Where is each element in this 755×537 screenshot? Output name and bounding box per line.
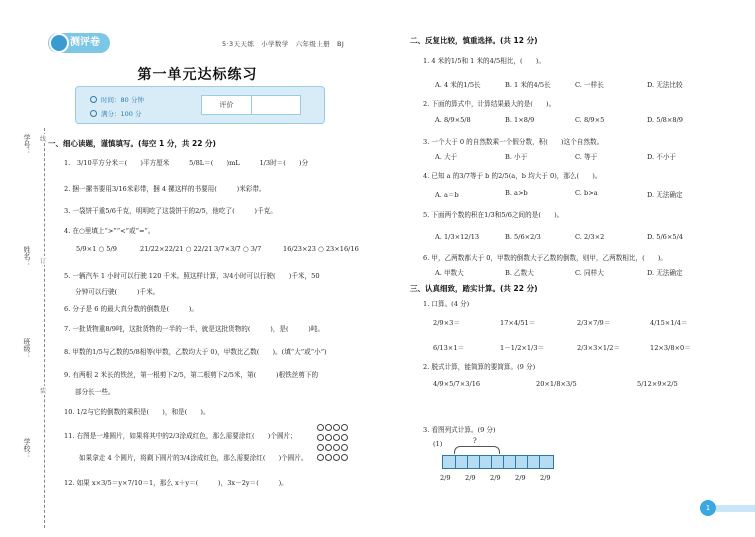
- unknown-mark: ?: [473, 437, 477, 445]
- s1-q10: 10. 1/2与它的倒数的乘积是( )，和是( )。: [64, 408, 210, 416]
- s3-p3: 3. 看图列式计算。(9 分): [423, 426, 496, 434]
- school-label: 学校：: [23, 438, 31, 459]
- score-text: 满分：100 分: [101, 110, 142, 118]
- option-d[interactable]: D. 不小于: [647, 153, 677, 161]
- s1-q6: 6. 分子是 6 的最大真分数的倒数是( )。: [64, 305, 199, 313]
- cut-mark: 订: [40, 258, 47, 265]
- option-b[interactable]: B. 小于: [505, 153, 528, 161]
- option-b[interactable]: B. 乙数大: [505, 269, 534, 277]
- option-c[interactable]: C. 8/9×5: [575, 116, 605, 124]
- section1-title: 一、细心读题，谨慎填写。(每空 1 分，共 22 分): [48, 139, 216, 148]
- s1-q11b: 如果拿走 4 个圆片，将剩下圆片的3/4涂成红色，那么需要涂红( )个圆片。: [79, 454, 308, 462]
- segment-bar: [442, 455, 554, 469]
- brace-top: [454, 446, 500, 454]
- test-badge: [48, 33, 110, 53]
- s2-q2: 2. 下面的算式中，计算结果最大的是( )。: [423, 100, 556, 108]
- option-d[interactable]: D. 无法确定: [647, 191, 683, 199]
- s1-q8: 8. 甲数的1/5与乙数的5/8相等(甲数，乙数均大于 0)，甲数比乙数( )。(填“大”或“小”): [64, 348, 327, 356]
- rating-box[interactable]: [201, 95, 301, 115]
- time-line: [90, 95, 144, 104]
- time-text: 时间：80 分钟: [101, 96, 144, 104]
- bar-label: 2/9: [490, 474, 501, 482]
- option-a[interactable]: A. 甲数大: [435, 269, 464, 277]
- bar-label: 2/9: [540, 474, 551, 482]
- option-b[interactable]: B. 1 米的4/5长: [505, 81, 551, 89]
- option-c[interactable]: C. 同样大: [575, 269, 604, 277]
- check-icon: [90, 110, 97, 117]
- option-d[interactable]: D. 5/6×5/4: [647, 233, 683, 241]
- step-calc-item: 20×1/8×3/5: [536, 380, 577, 388]
- cut-mark: 线: [40, 136, 47, 143]
- step-calc-item: 4/9×5/7×3/16: [433, 380, 481, 388]
- section3-title: 三、认真细致，踏实计算。(共 22 分): [410, 284, 538, 293]
- s1-q3: 3. 一袋饼干重5/6千克，明明吃了这袋饼干的2/5，他吃了( )千克。: [64, 207, 277, 215]
- series-info: 5·3天天练 小学数学 六年级上册 BJ: [222, 40, 345, 48]
- option-a[interactable]: A. 1/3×12/13: [435, 233, 480, 241]
- compare-item: 16/23×23 ○ 23×16/16: [283, 245, 359, 253]
- s1-q1: 1. 3/10平方分米＝( )平方厘米 5/8L＝( )mL 1/3时＝( )分: [64, 159, 309, 167]
- rating-label: 评价: [202, 96, 252, 114]
- mental-calc-item: 6/13×1＝: [433, 344, 465, 352]
- s1-q12: 12. 如果 x×3/5＝y×7/10＝1，那么 x＋y＝( )，3x－2y＝( )。: [64, 479, 288, 487]
- section2-title: 二、反复比较，慎重选择。(共 12 分): [410, 36, 538, 45]
- mascot-icon: [49, 33, 69, 53]
- s1-q2: 2. 捆一摞书要用3/16米彩带，捆 4 摞这样的书要用( )米彩带。: [64, 185, 266, 193]
- page-number: 1: [700, 500, 716, 516]
- option-c[interactable]: C. 等于: [575, 153, 598, 161]
- option-a[interactable]: A. 4 米的1/5长: [435, 81, 481, 89]
- s2-q4: 4. 已知 a 的3/7等于 b 的2/5(a，b 均大于 0)，那么( )。: [423, 172, 602, 180]
- page-title: 第一单元达标练习: [137, 67, 258, 83]
- bar-label: 2/9: [515, 474, 526, 482]
- option-c[interactable]: C. 2/3×2: [575, 233, 605, 241]
- mental-calc-item: 12×3/8×0＝: [650, 344, 691, 352]
- mental-calc-item: 2/3×3×1/2＝: [577, 344, 621, 352]
- mental-calc-item: 17×4/51＝: [500, 319, 536, 327]
- mental-calc-item: 2/9×3＝: [433, 319, 460, 327]
- s1-q4: 4. 在○里填上“>”“<”或“=”。: [64, 227, 155, 235]
- s2-q5: 5. 下面两个数的积在1/3和5/6之间的是( )。: [423, 211, 564, 219]
- mental-calc-item: 2/3×7/9＝: [577, 319, 611, 327]
- cut-line: [44, 128, 45, 528]
- option-b[interactable]: B. 1×8/9: [505, 116, 535, 124]
- option-b[interactable]: B. 5/6×2/3: [505, 233, 541, 241]
- option-d[interactable]: D. 无法确定: [647, 269, 683, 277]
- s1-q9a: 9. 有两根 2 米长的铁丝，第一根剪下2/5，第二根剪下2/5米，第( )根铁丝剪下的: [64, 371, 319, 379]
- s2-q3: 3. 一个大于 0 的自然数乘一个假分数，积( )这个自然数。: [423, 138, 604, 146]
- option-c[interactable]: C. b>a: [575, 189, 598, 197]
- compare-item: 3/7×3/7 ○ 3/7: [214, 245, 262, 253]
- bar-label: 2/9: [465, 474, 476, 482]
- s1-q11a: 11. 右图是一堆圆片，如果将其中的2/3涂成红色，那么需要涂红( )个圆片；: [64, 432, 297, 440]
- option-a[interactable]: A. a＝b: [435, 191, 459, 199]
- clock-icon: [90, 96, 97, 103]
- compare-item: 21/22×22/21 ○ 22/21: [140, 245, 213, 253]
- s1-q5b: 分钟可以行驶( )千米。: [75, 288, 160, 296]
- exam-info-box: [75, 86, 325, 124]
- s2-q6: 6. 甲，乙两数都大于 0，甲数的倒数大于乙数的倒数，则甲，乙两数相比，( )。: [423, 254, 668, 262]
- mental-calc-item: 4/15×1/4＝: [650, 319, 688, 327]
- compare-item: 5/9×1 ○ 5/9: [76, 245, 117, 253]
- cut-mark: 装: [40, 388, 47, 395]
- option-d[interactable]: D. 5/8×8/9: [647, 116, 683, 124]
- option-a[interactable]: A. 8/9×5/8: [435, 116, 471, 124]
- s2-q1: 1. 4 米的1/5和 1 米的4/5相比，( )。: [423, 57, 545, 65]
- page-footer-bar: [716, 505, 755, 512]
- s1-q7: 7. 一批货物重8/9吨，这批货物的一半的一半，就是这批货物的( )，是( )吨。: [64, 325, 325, 333]
- option-a[interactable]: A. 大于: [435, 153, 458, 161]
- option-d[interactable]: D. 无法比较: [647, 81, 683, 89]
- s3-p3-sub: (1): [433, 440, 443, 448]
- disc-pile: [317, 424, 355, 464]
- badge-label: 测评卷: [70, 37, 100, 48]
- s3-p1: 1. 口算。(4 分): [423, 300, 470, 308]
- class-label: 班级：: [23, 338, 31, 359]
- bar-label: 2/9: [440, 474, 451, 482]
- binding-sidebar: [20, 128, 50, 533]
- name-label: 姓名：: [23, 246, 31, 267]
- s1-q5a: 5. 一辆汽车 1 小时可以行驶 120 千米。照这样计算，3/4小时可以行驶( )千米，50: [64, 272, 320, 280]
- score-line: [90, 109, 141, 118]
- s3-p2: 2. 脱式计算，能简算的要简算。(9 分): [423, 363, 536, 371]
- option-c[interactable]: C. 一样长: [575, 81, 604, 89]
- student-id-label: 学号：: [23, 134, 31, 155]
- option-b[interactable]: B. a>b: [505, 189, 528, 197]
- s1-q9b: 部分长一些。: [75, 388, 115, 396]
- step-calc-item: 5/12×9×2/5: [637, 380, 678, 388]
- mental-calc-item: 1－1/2×1/3＝: [500, 344, 545, 352]
